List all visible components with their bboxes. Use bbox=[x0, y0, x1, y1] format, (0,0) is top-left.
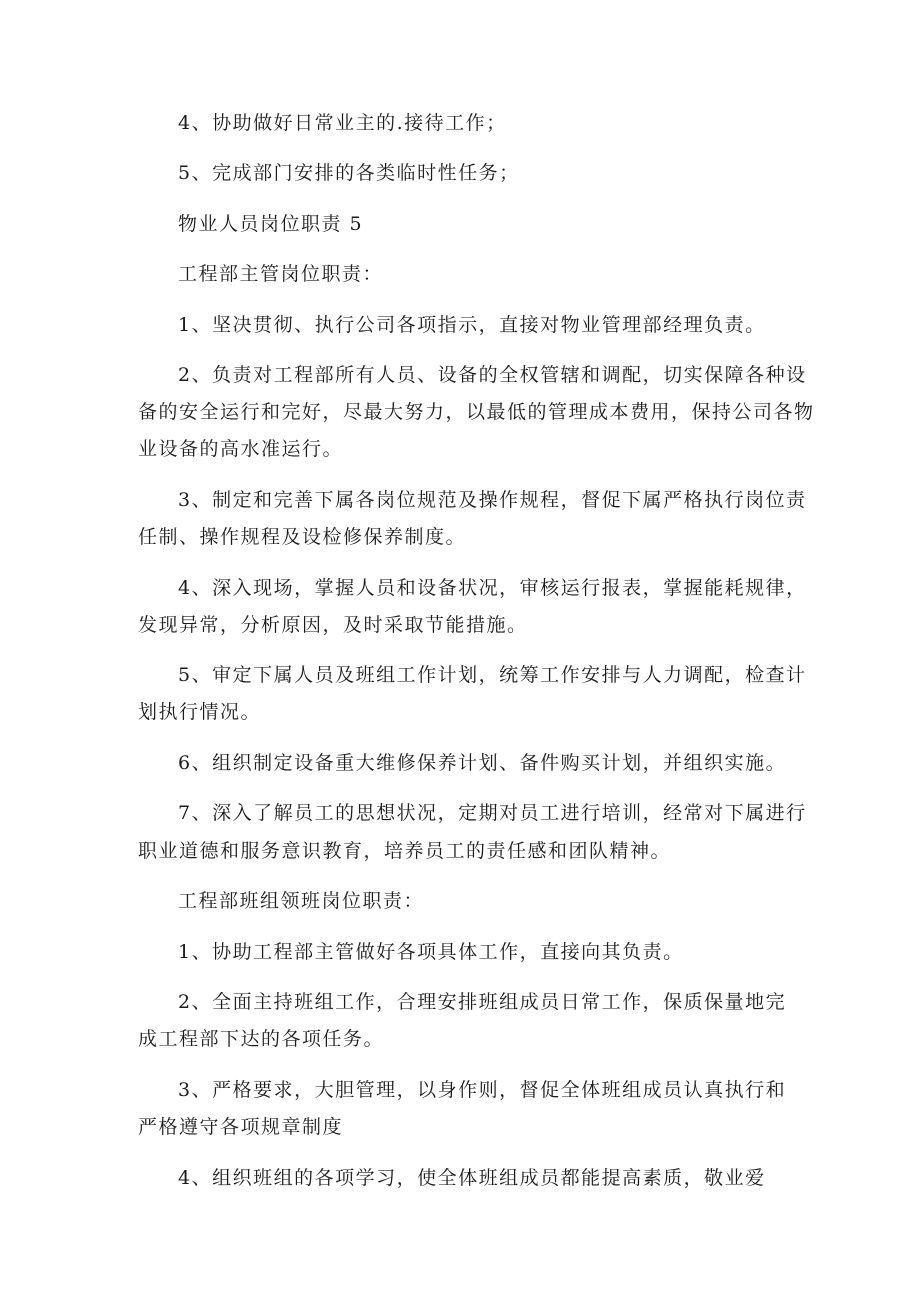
text-line: 2、负责对工程部所有人员、设备的全权管辖和调配，切实保障各种设 bbox=[178, 364, 807, 386]
text-line: 职业道德和服务意识教育，培养员工的责任感和团队精神。 bbox=[138, 840, 672, 862]
text-line: 划执行情况。 bbox=[138, 701, 262, 723]
subsection-heading: 工程部班组领班岗位职责： bbox=[178, 890, 425, 912]
text-line: 2、全面主持班组工作，合理安排班组成员日常工作，保质保量地完 bbox=[178, 991, 787, 1013]
text-line: 5、完成部门安排的各类临时性任务； bbox=[178, 162, 520, 184]
text-line: 1、坚决贯彻、执行公司各项指示，直接对物业管理部经理负责。 bbox=[178, 314, 766, 336]
text-line: 4、组织班组的各项学习，使全体班组成员都能提高素质，敬业爱 bbox=[178, 1167, 766, 1189]
text-line: 4、协助做好日常业主的.接待工作； bbox=[178, 112, 507, 134]
text-line: 7、深入了解员工的思想状况，定期对员工进行培训，经常对下属进行 bbox=[178, 802, 807, 824]
subsection-heading: 工程部主管岗位职责： bbox=[178, 263, 384, 285]
text-line: 6、组织制定设备重大维修保养计划、备件购买计划，并组织实施。 bbox=[178, 752, 787, 774]
text-line: 发现异常，分析原因，及时采取节能措施。 bbox=[138, 614, 528, 636]
text-line: 业设备的高水准运行。 bbox=[138, 438, 344, 460]
text-line: 5、审定下属人员及班组工作计划，统筹工作安排与人力调配，检查计 bbox=[178, 664, 807, 686]
text-line: 备的安全运行和完好，尽最大努力，以最低的管理成本费用，保持公司各物 bbox=[138, 401, 815, 423]
section-heading: 物业人员岗位职责 5 bbox=[178, 213, 364, 235]
text-line: 1、协助工程部主管做好各项具体工作，直接向其负责。 bbox=[178, 941, 684, 963]
text-line: 3、制定和完善下属各岗位规范及操作规程，督促下属严格执行岗位责 bbox=[178, 489, 807, 511]
text-line: 严格遵守各项规章制度 bbox=[138, 1116, 344, 1138]
text-line: 3、严格要求，大胆管理，以身作则，督促全体班组成员认真执行和 bbox=[178, 1079, 787, 1101]
text-line: 4、深入现场，掌握人员和设备状况，审核运行报表，掌握能耗规律， bbox=[178, 577, 807, 599]
text-line: 成工程部下达的各项任务。 bbox=[138, 1028, 385, 1050]
text-line: 任制、操作规程及设检修保养制度。 bbox=[138, 526, 467, 548]
